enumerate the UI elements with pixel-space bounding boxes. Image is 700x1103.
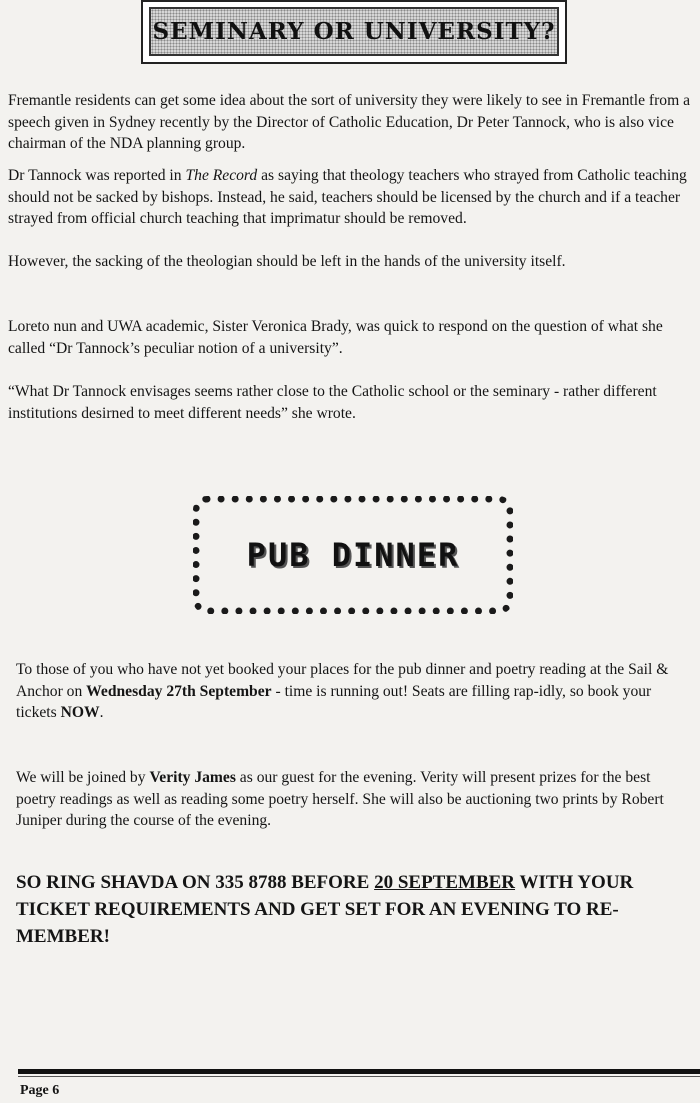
page-number: Page 6 bbox=[20, 1083, 60, 1098]
pub-paragraph-1 bbox=[16, 659, 691, 724]
article-p4-text: Loreto nun and UWA academic, Sister Veronica Brady, was quick to respond on the question of what she called “Dr Tannock’s peculiar notion of a university”. bbox=[8, 318, 663, 357]
pub-paragraph-2 bbox=[16, 767, 691, 832]
pub-p2-a: We will be joined by bbox=[16, 769, 150, 786]
pub-p1-a: To those of you who have not yet booked your places for the pub dinner and poetry reading at the Sail & Anchor on bbox=[16, 661, 669, 700]
pub-dinner-banner bbox=[193, 496, 513, 614]
heading-banner-inner bbox=[149, 7, 559, 56]
article-paragraph-5 bbox=[8, 381, 693, 424]
pub-p2-b: as our guest for the evening. Verity will present prizes for the best poetry readings as well as reading some poetry herself. She will also be auctioning two prints by Robert Juniper during the course of the evening. bbox=[16, 769, 664, 829]
page-heading: SEMINARY OR UNIVERSITY? bbox=[152, 18, 556, 45]
cta-b: WITH YOUR TICKET REQUIREMENTS AND GET SET FOR AN EVENING TO RE-MEMBER! bbox=[16, 872, 634, 947]
publication-title: The Record bbox=[185, 167, 258, 184]
pub-now-emphasis: NOW bbox=[60, 704, 100, 721]
article-p5-text: “What Dr Tannock envisages seems rather close to the Catholic school or the seminary - rather different institutions desirned to meet different needs” she wrote. bbox=[8, 383, 657, 422]
footer-rule-thin bbox=[18, 1076, 700, 1077]
guest-name: Verity James bbox=[149, 769, 236, 786]
pub-p1-b: - time is running out! Seats are filling rap-idly, so book your tickets bbox=[16, 682, 652, 721]
call-to-action bbox=[16, 869, 696, 950]
article-paragraph-3 bbox=[8, 251, 693, 273]
pub-dinner-title: PUB DINNER bbox=[246, 536, 460, 574]
pub-event-date: Wednesday 27th September bbox=[86, 682, 272, 700]
article-p2-after: as saying that theology teachers who strayed from Catholic teaching should not be sacked by bishops. Instead, he said, teachers should be licensed by the church and if a teacher strayed from official church teaching that imprimatur should be removed. bbox=[8, 167, 687, 227]
cta-deadline: 20 SEPTEMBER bbox=[374, 872, 516, 893]
article-p2-before: Dr Tannock was reported in bbox=[8, 167, 186, 184]
cta-a: SO RING SHAVDA ON 335 8788 BEFORE bbox=[16, 872, 375, 893]
footer-rule bbox=[18, 1069, 700, 1074]
article-paragraph-4 bbox=[8, 316, 693, 359]
article-p1-text: Fremantle residents can get some idea about the sort of university they were likely to see in Fremantle from a speech given in Sydney recently by the Director of Catholic Education, Dr Peter Tannock, who is also vice chairman of the NDA planning group. bbox=[8, 92, 691, 152]
article-p3-text: However, the sacking of the theologian should be left in the hands of the university itself. bbox=[8, 253, 566, 270]
article-paragraph-1 bbox=[8, 90, 693, 155]
article-paragraph-2 bbox=[8, 165, 693, 230]
pub-p1-end: . bbox=[99, 704, 104, 721]
heading-banner bbox=[141, 0, 567, 64]
